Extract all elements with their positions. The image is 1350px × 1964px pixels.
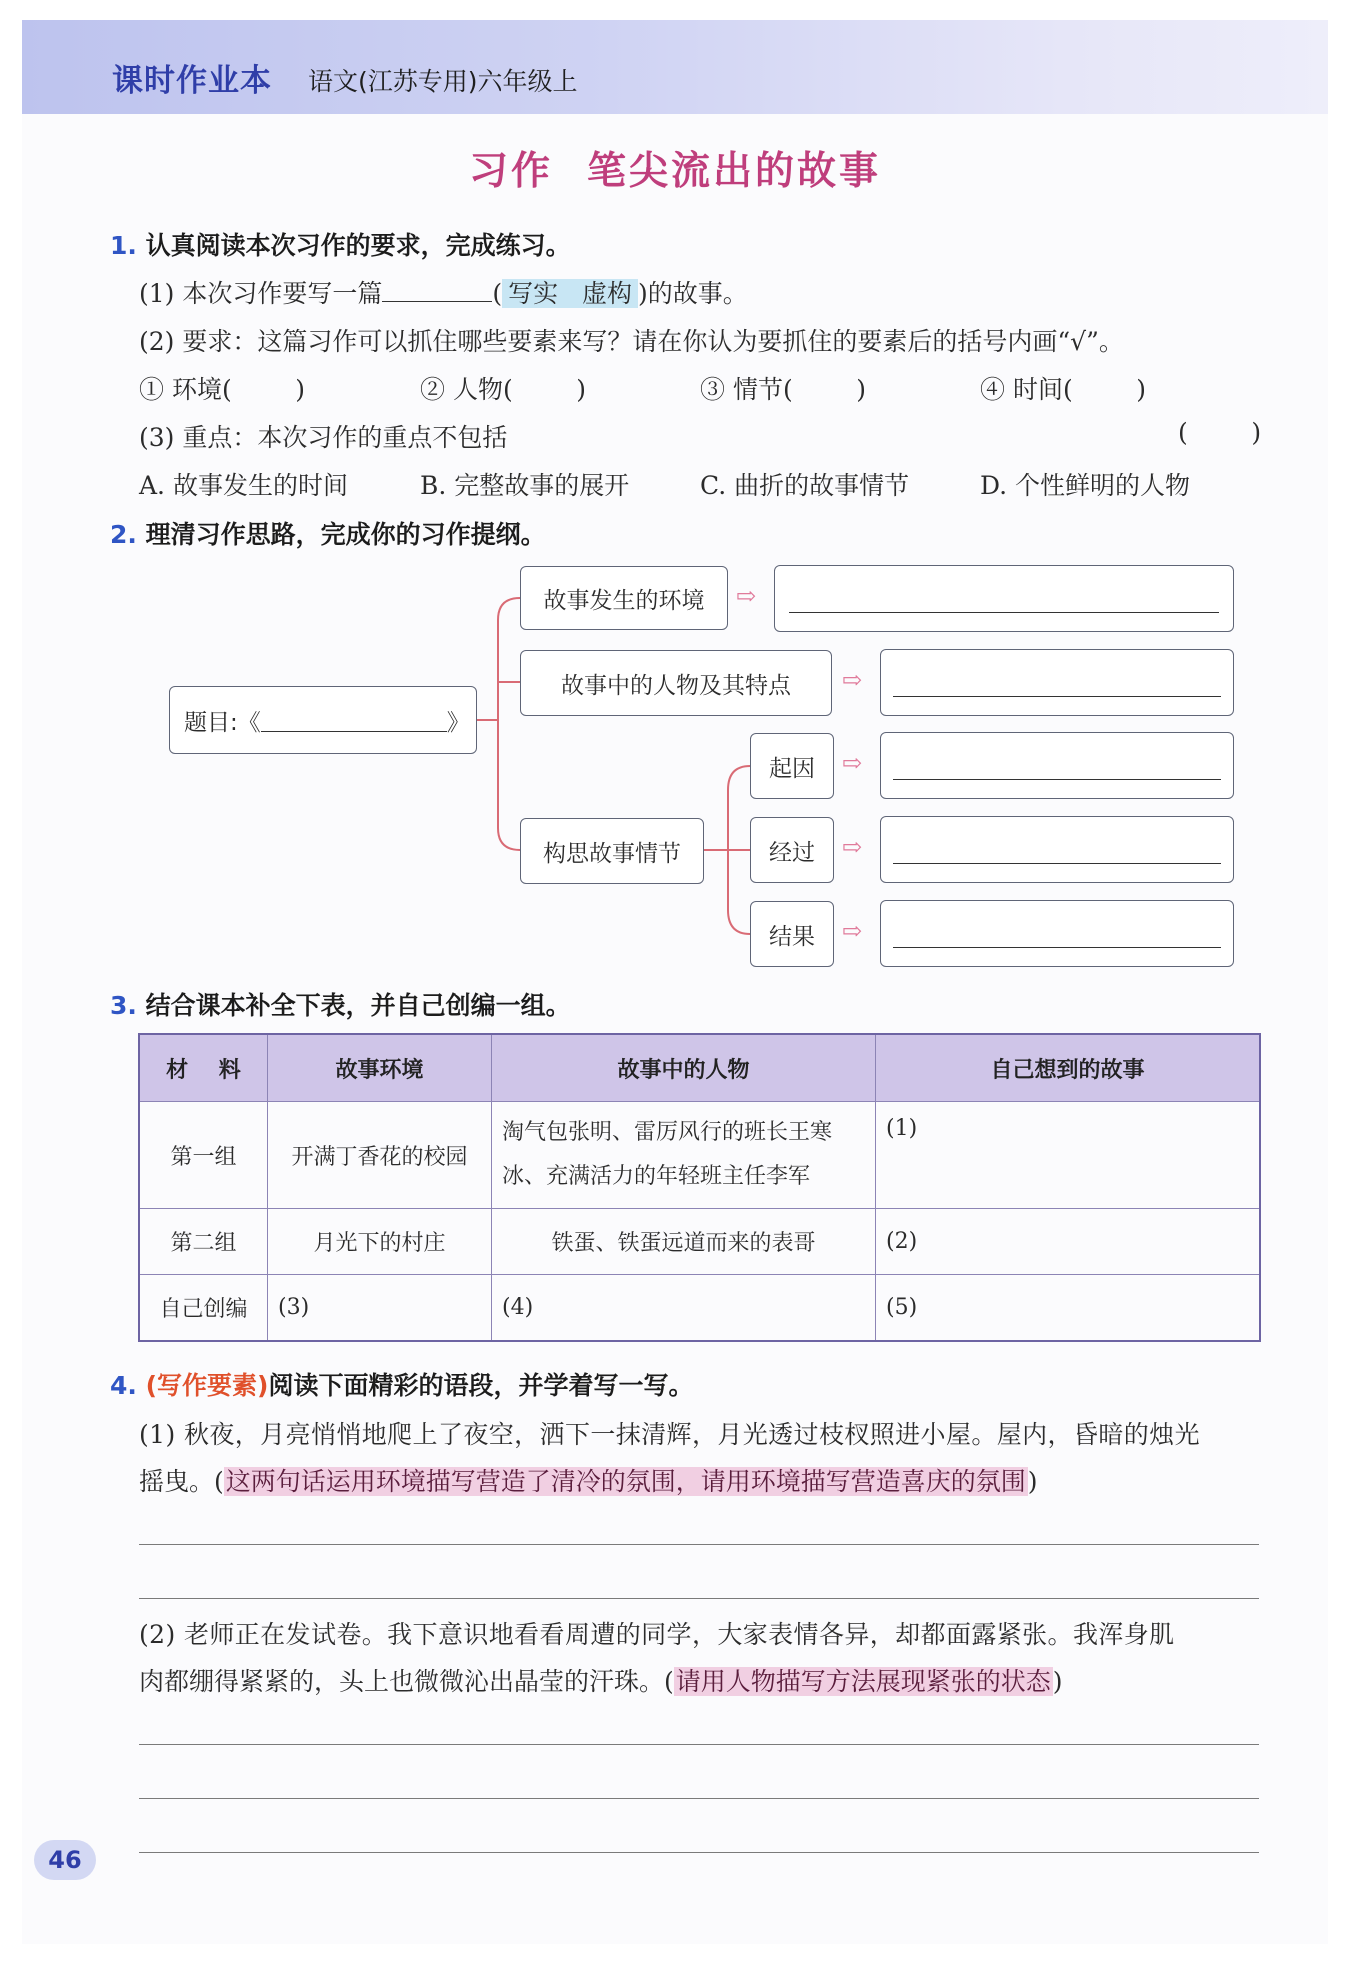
q1-element-time[interactable]: ④ 时间( ): [980, 375, 1147, 404]
q2-number: 2.: [110, 520, 137, 549]
table-cell: 铁蛋、铁蛋远道而来的表哥: [492, 1209, 876, 1275]
outline-cause-box: 起因: [750, 733, 834, 799]
table-cell: 淘气包张明、雷厉风行的班长王寒冰、充满活力的年轻班主任李军: [492, 1102, 876, 1209]
outline-process-answer[interactable]: [880, 816, 1234, 883]
table-answer-cell[interactable]: (2): [876, 1209, 1260, 1275]
table-header: 故事环境: [268, 1035, 492, 1102]
title-part2: 笔尖流出的故事: [587, 149, 882, 194]
q4-p2-instruction: 请用人物描写方法展现紧张的状态: [675, 1667, 1051, 1696]
table-header: 自己想到的故事: [876, 1035, 1260, 1102]
q4-p1-line1: (1) 秋夜，月亮悄悄地爬上了夜空，洒下一抹清辉，月光透过枝杈照进小屋。屋内，昏暗的烛光: [139, 1420, 1200, 1449]
outline-title-label: 题目:《: [184, 709, 261, 736]
q4-tag: (写作要素): [145, 1371, 269, 1400]
q4-p2-line2: [139, 1662, 1063, 1698]
outline-title-blank[interactable]: [261, 709, 447, 732]
writing-line[interactable]: [139, 1852, 1259, 1853]
q1-text: 认真阅读本次习作的要求，完成练习。: [145, 231, 571, 260]
q1-number: 1.: [110, 231, 137, 260]
title-part1: 习作: [468, 149, 553, 194]
table-cell: 开满丁香花的校园: [268, 1102, 492, 1209]
arrow-icon: ⇨: [842, 917, 863, 945]
q1-choice-d: D. 个性鲜明的人物: [980, 471, 1191, 500]
outline-characters-answer[interactable]: [880, 649, 1234, 716]
brand-title: 课时作业本: [112, 63, 272, 99]
q4-p2-line1: (2) 老师正在发试卷。我下意识地看看周遭的同学，大家表情各异，却都面露紧张。我浑身肌: [139, 1620, 1175, 1649]
q1-sub1-options: 写实 虚构: [502, 279, 638, 308]
outline-title-close: 》: [446, 709, 470, 736]
outline-plot-box: 构思故事情节: [520, 818, 704, 884]
subject-label: 语文(江苏专用)六年级上: [308, 67, 578, 96]
q1-sub1-prefix: (1) 本次习作要写一篇: [139, 279, 383, 308]
arrow-icon: ⇨: [842, 833, 863, 861]
table-cell: 自己创编: [140, 1275, 268, 1341]
q1-element-plot[interactable]: ③ 情节( ): [700, 375, 867, 404]
outline-title-box: [169, 686, 477, 754]
table-row: [140, 1275, 1260, 1341]
table-header: 材 料: [140, 1035, 268, 1102]
q1-sub3: (3) 重点：本次习作的重点不包括: [139, 423, 508, 452]
q1-choice-c: C. 曲折的故事情节: [700, 471, 910, 500]
q1-sub1-open: (: [492, 279, 503, 308]
outline-cause-answer[interactable]: [880, 732, 1234, 799]
table-cell: 月光下的村庄: [268, 1209, 492, 1275]
arrow-icon: ⇨: [842, 749, 863, 777]
table-answer-cell[interactable]: (3): [268, 1275, 492, 1341]
q4-p1-instruction: 这两句话运用环境描写营造了清冷的氛围，请用环境描写营造喜庆的氛围: [225, 1467, 1026, 1496]
table-header: 故事中的人物: [492, 1035, 876, 1102]
q4-text: 阅读下面精彩的语段，并学着写一写。: [268, 1371, 694, 1400]
story-table: [139, 1034, 1260, 1341]
arrow-icon: ⇨: [842, 666, 863, 694]
q4-p1-line2: [139, 1462, 1038, 1498]
table-cell: 第一组: [140, 1102, 268, 1209]
outline-characters-box: 故事中的人物及其特点: [520, 650, 832, 716]
q4-p1-line2-end: ): [1027, 1467, 1038, 1496]
q1-choice-a: A. 故事发生的时间: [139, 471, 348, 500]
q4-p2-line2-end: ): [1052, 1667, 1063, 1696]
q1-sub1-suffix: )的故事。: [637, 279, 748, 308]
table-answer-cell[interactable]: (5): [876, 1275, 1260, 1341]
table-row: [140, 1209, 1260, 1275]
q3-number: 3.: [110, 991, 137, 1020]
table-answer-cell[interactable]: (1): [876, 1102, 1260, 1209]
outline-result-box: 结果: [750, 901, 834, 967]
q3-text: 结合课本补全下表，并自己创编一组。: [145, 991, 571, 1020]
q4-p2-line2-start: 肉都绷得紧紧的，头上也微微沁出晶莹的汗珠。(: [139, 1667, 674, 1696]
outline-result-answer[interactable]: [880, 900, 1234, 967]
arrow-icon: ⇨: [736, 582, 757, 610]
q4-number: 4.: [110, 1371, 137, 1400]
writing-line[interactable]: [139, 1744, 1259, 1745]
outline-process-box: 经过: [750, 817, 834, 883]
outline-environment-answer[interactable]: [774, 565, 1234, 632]
q1-choice-b: B. 完整故事的展开: [420, 471, 630, 500]
q1-element-character[interactable]: ② 人物( ): [420, 375, 587, 404]
q3-heading: [110, 986, 571, 1022]
outline-environment-box: 故事发生的环境: [520, 566, 728, 630]
q4-p1-line2-start: 摇曳。(: [139, 1467, 224, 1496]
table-row: [140, 1102, 1260, 1209]
q1-sub2: (2) 要求：这篇习作可以抓住哪些要素来写？请在你认为要抓住的要素后的括号内画“√”。: [139, 327, 1124, 356]
table-answer-cell[interactable]: (4): [492, 1275, 876, 1341]
writing-line[interactable]: [139, 1544, 1259, 1545]
q1-element-environment[interactable]: ① 环境( ): [139, 375, 306, 404]
q2-text: 理清习作思路，完成你的习作提纲。: [145, 520, 546, 549]
writing-line[interactable]: [139, 1798, 1259, 1799]
page-number: 46: [34, 1840, 96, 1880]
q1-sub3-answer-paren[interactable]: ( ): [1178, 418, 1262, 447]
table-header-row: [140, 1035, 1260, 1102]
table-cell: 第二组: [140, 1209, 268, 1275]
q4-heading: [110, 1366, 694, 1402]
writing-line[interactable]: [139, 1598, 1259, 1599]
